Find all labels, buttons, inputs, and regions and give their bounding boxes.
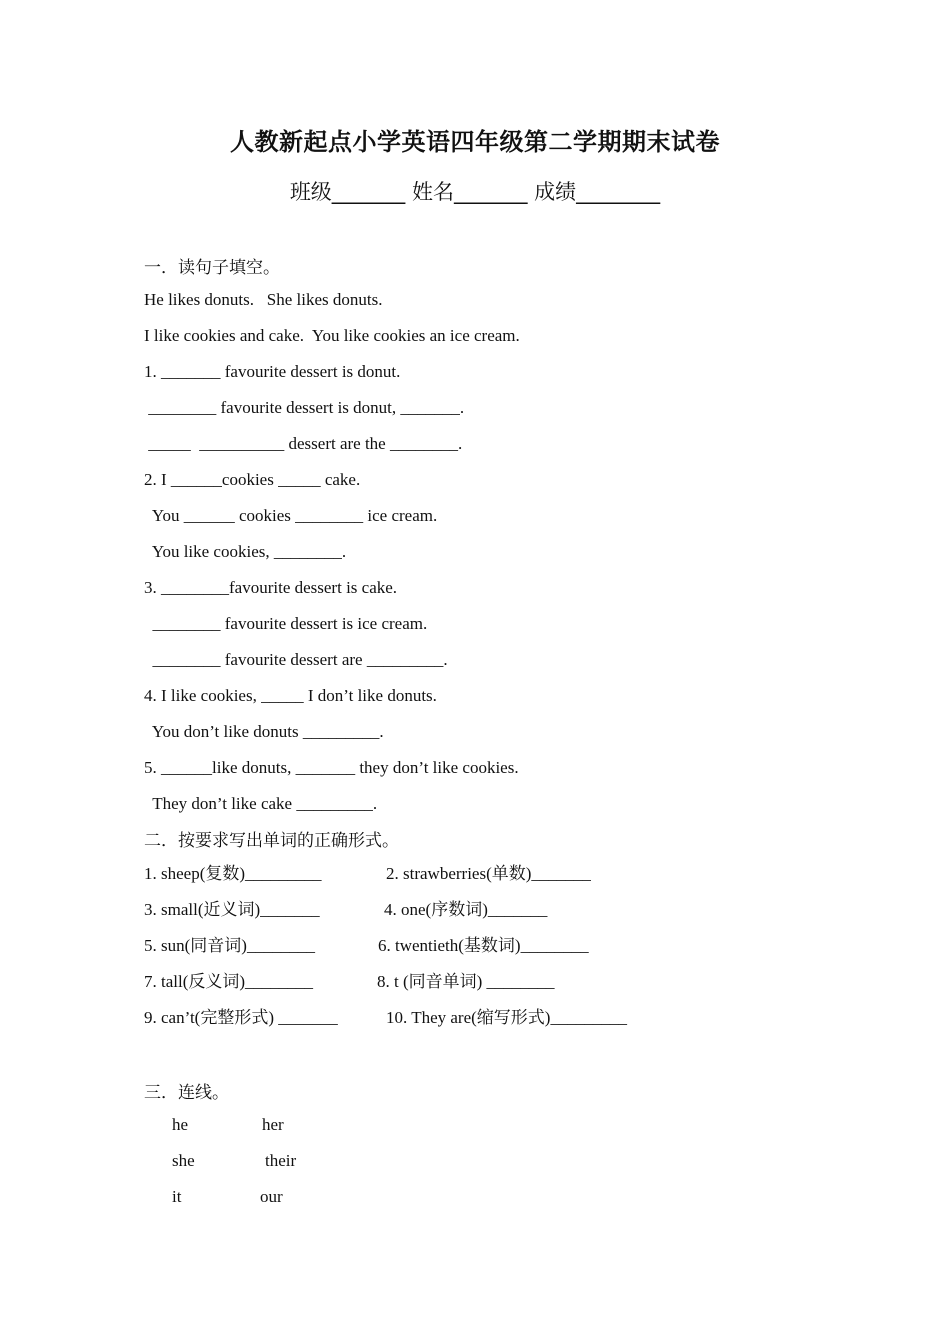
student-info-line: 班级_______ 姓名_______ 成绩________	[289, 180, 661, 204]
word-form-item: 8. t (同音单词) ________	[377, 972, 555, 991]
word-form-item: 3. small(近义词)_______	[144, 900, 320, 919]
word-form-item: 5. sun(同音词)________	[144, 936, 315, 955]
exercise-line: 4. I like cookies, _____ I don’t like donuts.	[144, 686, 437, 705]
word-form-item: 2. strawberries(单数)_______	[386, 864, 591, 883]
exercise-line: You ______ cookies ________ ice cream.	[144, 506, 438, 525]
word-form-item: 7. tall(反义词)________	[144, 972, 314, 991]
section1-heading: 一．读句子填空。	[144, 258, 280, 278]
word-form-item: 9. can’t(完整形式) _______	[144, 1008, 338, 1027]
section2-heading: 二．按要求写出单词的正确形式。	[144, 831, 399, 851]
exercise-line: ________ favourite dessert is donut, _______.	[144, 398, 465, 417]
exercise-line: ________ favourite dessert are _________.	[144, 650, 448, 669]
exercise-line: 5. ______like donuts, _______ they don’t like cookies.	[144, 758, 519, 777]
match-right-word: our	[260, 1187, 283, 1206]
match-left-word: she	[172, 1151, 195, 1170]
word-form-item: 1. sheep(复数)_________	[144, 864, 322, 883]
match-left-word: he	[172, 1115, 189, 1134]
page-title: 人教新起点小学英语四年级第二学期期末试卷	[230, 128, 720, 156]
exercise-line: 2. I ______cookies _____ cake.	[144, 470, 361, 489]
section3-heading: 三．连线。	[144, 1083, 229, 1103]
exercise-line: You like cookies, ________.	[144, 542, 347, 561]
exercise-line: 3. ________favourite dessert is cake.	[144, 578, 398, 597]
exercise-line: I like cookies and cake. You like cookies an ice cream.	[144, 326, 520, 345]
word-form-item: 6. twentieth(基数词)________	[378, 936, 589, 955]
match-left-word: it	[172, 1187, 182, 1206]
exercise-line: He likes donuts. She likes donuts.	[144, 290, 383, 309]
exercise-line: ________ favourite dessert is ice cream.	[144, 614, 428, 633]
match-right-word: their	[265, 1151, 297, 1170]
match-right-word: her	[262, 1115, 284, 1134]
exercise-line: You don’t like donuts _________.	[144, 722, 384, 741]
exercise-line: _____ __________ dessert are the ________.	[144, 434, 463, 453]
exercise-line: 1. _______ favourite dessert is donut.	[144, 362, 401, 381]
exercise-line: They don’t like cake _________.	[144, 794, 378, 813]
word-form-item: 4. one(序数词)_______	[384, 900, 548, 919]
word-form-item: 10. They are(缩写形式)_________	[386, 1008, 627, 1027]
